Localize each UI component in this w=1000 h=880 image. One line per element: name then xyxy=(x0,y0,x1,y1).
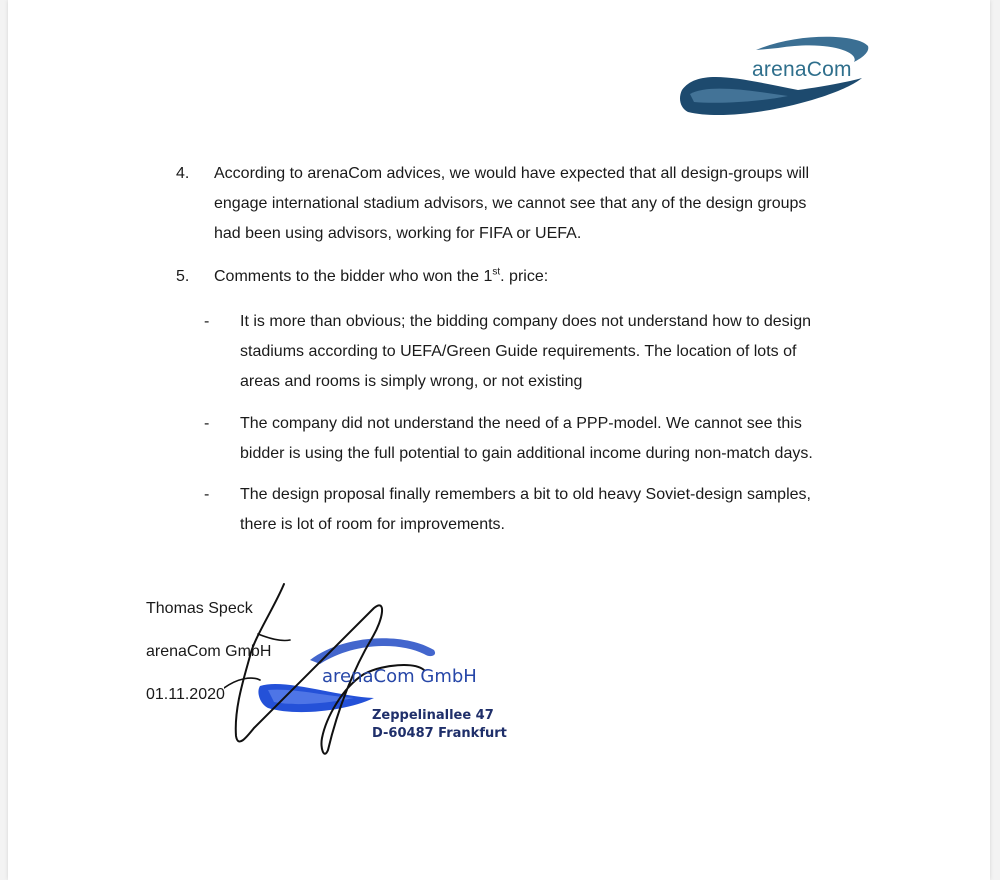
item-text xyxy=(214,262,904,292)
company-stamp xyxy=(224,578,524,768)
signature-date: 01.11.2020 xyxy=(146,686,225,703)
text-line: The company did not understand the need of a PPP-model. We cannot see this xyxy=(240,415,802,432)
text-line: According to arenaCom advices, we would have expected that all design-groups will xyxy=(214,165,809,182)
text-part: Comments to the bidder who won the 1 xyxy=(214,268,493,285)
bullet-dash: - xyxy=(204,313,210,330)
bullet-text xyxy=(240,480,900,540)
stamp-company-name: arenaCom GmbH xyxy=(322,666,477,687)
text-line: engage international stadium advisors, we cannot see that any of the design groups xyxy=(214,195,807,212)
bullet-text xyxy=(240,409,900,469)
text-part: . price: xyxy=(500,268,549,285)
superscript: st xyxy=(492,266,501,278)
arenacom-logo xyxy=(678,28,878,120)
signer-name: Thomas Speck xyxy=(146,600,253,617)
text-line: there is lot of room for improvements. xyxy=(240,516,505,533)
signer-company: arenaCom GmbH xyxy=(146,643,272,660)
document-page xyxy=(8,0,990,880)
text-line: It is more than obvious; the bidding company does not understand how to design xyxy=(240,313,812,330)
text-line: bidder is using the full potential to gain additional income during non-match days. xyxy=(240,445,813,462)
text-line: stadiums according to UEFA/Green Guide requirements. The location of lots of xyxy=(240,343,797,360)
text-line: The design proposal finally remembers a bit to old heavy Soviet-design samples, xyxy=(240,486,811,503)
stamp-city: D-60487 Frankfurt xyxy=(372,726,507,741)
bullet-dash: - xyxy=(204,486,210,503)
item-text xyxy=(214,159,904,249)
bullet-text xyxy=(240,307,900,397)
bullet-dash: - xyxy=(204,415,210,432)
text-line: areas and rooms is simply wrong, or not existing xyxy=(240,373,583,390)
logo-text: arenaCom xyxy=(752,58,852,81)
text-line: had been using advisors, working for FIFA or UEFA. xyxy=(214,225,582,242)
item-number: 5. xyxy=(176,268,190,285)
stamp-street: Zeppelinallee 47 xyxy=(372,708,494,723)
item-number: 4. xyxy=(176,165,190,182)
